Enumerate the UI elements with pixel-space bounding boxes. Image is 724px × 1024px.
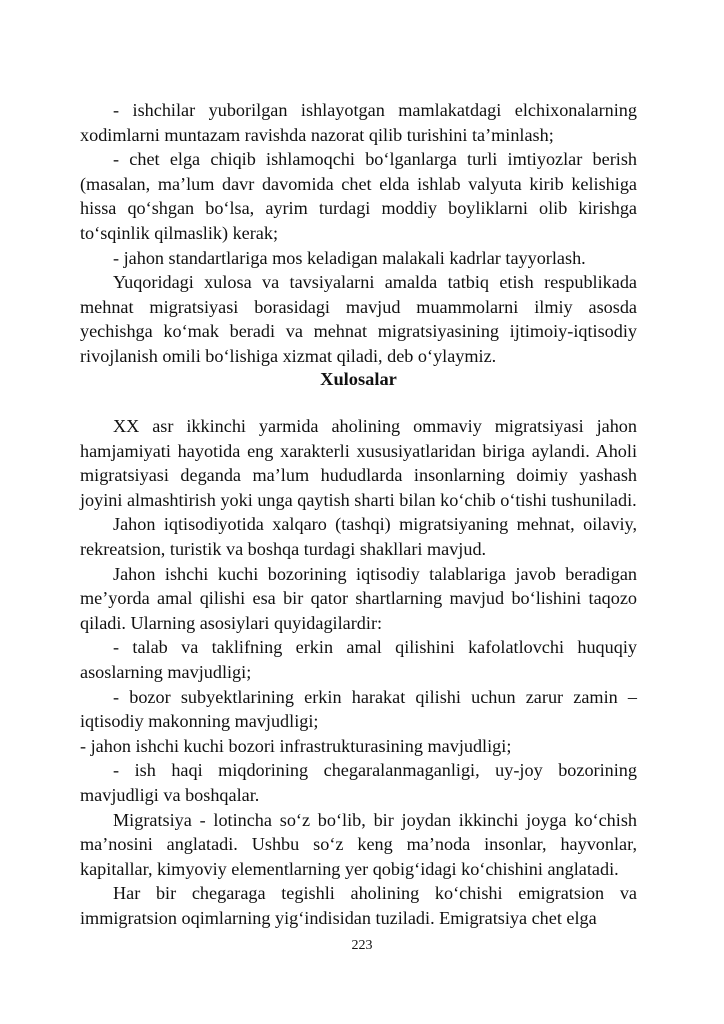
paragraph: Migratsiya - lotincha so‘z bo‘lib, bir joydan ikkinchi joyga ko‘chish ma’nosini anglatadi. Ushbu so‘z keng ma’noda insonlar, hayvonlar, kapitallar, kimyoviy elementlarning yer qobig‘idagi ko‘chishini anglatadi. (80, 809, 637, 879)
paragraph: Har bir chegaraga tegishli aholining ko‘chishi emigratsion va immigratsion oqimlarning yig‘indisidan tuziladi. Emigratsiya chet elga (80, 883, 637, 928)
paragraph: - talab va taklifning erkin amal qilishini kafolatlovchi huquqiy asoslarning mavjudligi; (80, 637, 637, 682)
paragraph: - bozor subyektlarining erkin harakat qilishi uchun zarur zamin – iqtisodiy makonning mavjudligi; (80, 686, 637, 732)
paragraph: Yuqoridagi xulosa va tavsiyalarni amalda tatbiq etish respublikada mehnat migratsiyasi borasidagi mavjud muammolarni ilmiy asosda yechishga ko‘mak beradi va mehnat migratsiyasining ijtimoiy-iqtisodiy rivojlanish omili bo‘lishiga xizmat qiladi, deb o‘ylaymiz. (80, 272, 637, 366)
paragraph: - ishchilar yuborilgan ishlayotgan mamlakatdagi elchixonalarning xodimlarni muntazam ravishda nazorat qilib turishini ta’minlash; (80, 100, 637, 145)
text-section-main (80, 414, 637, 930)
paragraph: - ish haqi miqdorining chegaralanmaganligi, uy-joy bozorining mavjudligi va boshqalar. (80, 760, 637, 805)
paragraph: XX asr ikkinchi yarmida aholining ommaviy migratsiyasi jahon hamjamiyati hayotida eng xarakterli xususiyatlaridan biriga aylandi. Aholi migratsiyasi deganda ma’lum hududlarda insonlarning doimiy yashash joyini almashtirish yoki unga qaytish sharti bilan ko‘chib o‘tishi tushuniladi. (80, 416, 637, 510)
paragraph: Jahon ishchi kuchi bozorining iqtisodiy talablariga javob beradigan me’yorda amal qilishi esa bir qator shartlarning mavjud bo‘lishini taqozo qiladi. Ularning asosiylari quyidagilardir: (80, 563, 637, 633)
text-section-top (80, 98, 637, 369)
paragraph: - jahon standartlariga mos keladigan malakali kadrlar tayyorlash. (113, 247, 586, 268)
paragraph: Jahon iqtisodiyotida xalqaro (tashqi) migratsiyaning mehnat, oilaviy, rekreatsion, turistik va boshqa turdagi shakllari mavjud. (80, 514, 637, 559)
paragraph: - jahon ishchi kuchi bozori infrastrukturasining mavjudligi; (80, 735, 512, 756)
page-number: 223 (351, 938, 373, 953)
section-heading: Xulosalar (320, 369, 397, 389)
paragraph: - chet elga chiqib ishlamoqchi bo‘lganlarga turli imtiyozlar berish (masalan, ma’lum davr davomida chet elda ishlab valyuta kirib kelishiga hissa qo‘shgan bo‘lsa, ayrim turdagi moddiy boyliklarni olib kirishga to‘sqinlik qilmaslik) kerak; (80, 149, 637, 243)
